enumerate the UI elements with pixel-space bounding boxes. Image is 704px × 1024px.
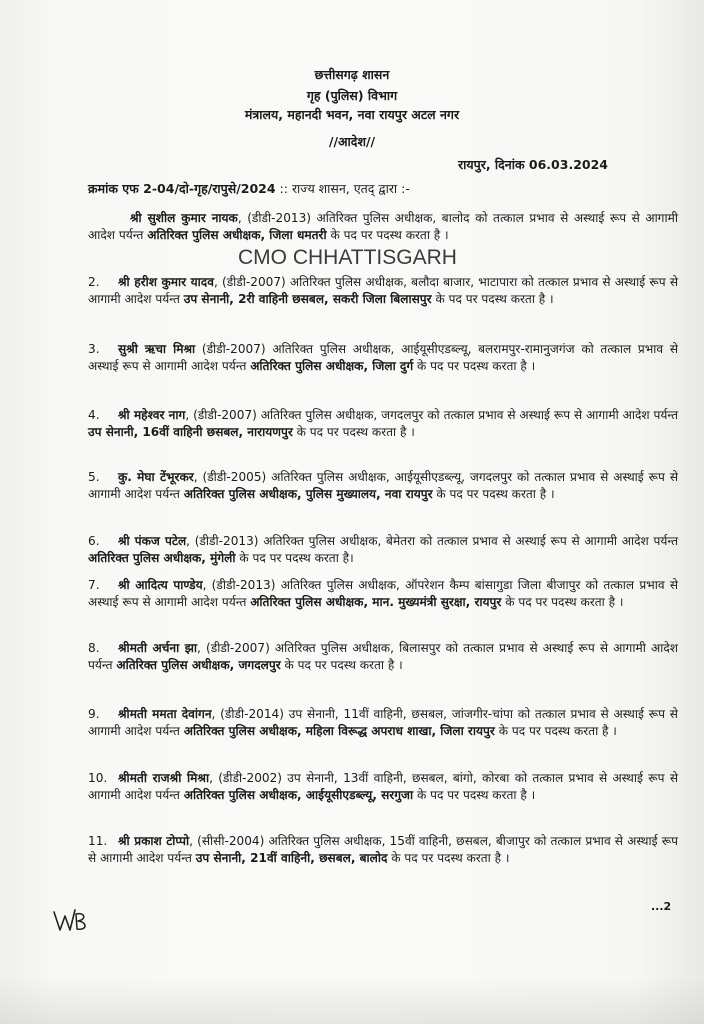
- order-paragraph: [88, 640, 678, 675]
- paragraph-number: 8.: [88, 641, 100, 655]
- new-posting: अतिरिक्त पुलिस अधीक्षक, महिला विरूद्ध अपराध शाखा, जिला रायपुर: [183, 724, 495, 739]
- watermark: CMO CHHATTISGARH: [238, 246, 457, 269]
- officer-name: श्री पंकज पटेल: [118, 534, 187, 548]
- order-closing: के पद पर पदस्थ करता है ।: [292, 425, 415, 440]
- officer-name: श्रीमती अर्चना झा: [118, 641, 198, 655]
- order-details: , (डीडी-2007) अतिरिक्त पुलिस अधीक्षक, जगदलपुर को तत्काल प्रभाव से अस्थाई रूप से आगामी आदेश पर्यन्त: [185, 408, 679, 422]
- new-posting: अतिरिक्त पुलिस अधीक्षक, जिला दुर्ग: [250, 359, 414, 374]
- officer-name: श्रीमती राजश्री मिश्रा: [118, 771, 210, 785]
- order-paragraph: [88, 577, 678, 612]
- paragraph-number: 4.: [88, 408, 100, 422]
- order-paragraph: [88, 706, 678, 741]
- order-paragraph: [88, 533, 678, 568]
- order-paragraph: [88, 770, 678, 805]
- order-date: रायपुर, दिनांक 06.03.2024: [458, 157, 608, 172]
- order-details: , (डीडी-2007) अतिरिक्त पुलिस अधीक्षक, बलौदा बाजार, भाटापारा को तत्काल प्रभाव से अस्थाई रूप से आगामी आदेश पर्यन्त: [88, 275, 678, 307]
- paragraph-number: 10.: [88, 771, 108, 785]
- paragraph-number: 11.: [88, 834, 108, 848]
- paragraph-number: 3.: [88, 342, 100, 356]
- reference-number: क्रमांक एफ 2-04/दो-गृह/रापुसे/2024: [88, 181, 276, 196]
- order-closing: के पद पर पदस्थ करता है ।: [432, 487, 555, 502]
- order-details: , (डीडी-2002) उप सेनानी, 13वीं वाहिनी, छसबल, बांगो, कोरबा को तत्काल प्रभाव से अस्थाई रूप से आगामी आदेश पर्यन्त: [88, 771, 678, 803]
- order-closing: के पद पर पदस्थ करता है ।: [413, 359, 536, 374]
- officer-name: श्री महेश्वर नाग: [118, 408, 186, 422]
- new-posting: अतिरिक्त पुलिस अधीक्षक, पुलिस मुख्यालय, नवा रायपुर: [183, 487, 433, 502]
- department-heading: गृह (पुलिस) विभाग: [306, 88, 398, 103]
- officer-name: श्री हरीश कुमार यादव: [118, 275, 214, 289]
- officer-name: सुश्री ऋचा मिश्रा: [118, 342, 196, 356]
- order-closing: के पद पर पदस्थ करता है ।: [501, 595, 624, 610]
- order-details: , (डीडी-2005) अतिरिक्त पुलिस अधीक्षक, आईयूसीएडब्ल्यू, जगदलपुर को तत्काल प्रभाव से अस्थाई रूप से आगामी आदेश पर्यन्त: [88, 470, 679, 502]
- officer-name: श्रीमती ममता देवांगन: [118, 707, 212, 721]
- order-details: , (डीडी-2013) अतिरिक्त पुलिस अधीक्षक, ऑपरेशन कैम्प बांसागुडा जिला बीजापुर को तत्काल प्रभाव से अस्थाई रूप से आगामी आदेश पर्यन्त: [88, 578, 678, 610]
- new-posting: अतिरिक्त पुलिस अधीक्षक, जिला धमतरी: [147, 228, 327, 243]
- page-shadow: [0, 976, 704, 1024]
- ministry-address: मंत्रालय, महानदी भवन, नवा रायपुर अटल नगर: [244, 107, 460, 122]
- order-closing: के पद पर पदस्थ करता है।: [235, 551, 354, 566]
- handwritten-signature: [52, 906, 90, 934]
- officer-name: श्री प्रकाश टोप्पो: [118, 834, 190, 848]
- order-paragraph: [88, 341, 678, 376]
- order-paragraph: [88, 210, 678, 245]
- officer-name: कु. मेघा टेंभूरकर: [118, 470, 194, 484]
- order-closing: के पद पर पदस्थ करता है ।: [431, 292, 554, 307]
- reference-text: :: राज्य शासन, एतद् द्वारा :-: [275, 181, 410, 196]
- order-details: , (डीडी-2013) अतिरिक्त पुलिस अधीक्षक, बालोद को तत्काल प्रभाव से अस्थाई रूप से आगामी आदेश पर्यन्त: [88, 211, 678, 243]
- new-posting: अतिरिक्त पुलिस अधीक्षक, मुंगेली: [88, 551, 236, 566]
- new-posting: उप सेनानी, 21वीं वाहिनी, छसबल, बालोद: [195, 851, 388, 866]
- order-details: , (डीडी-2007) अतिरिक्त पुलिस अधीक्षक, बिलासपुर को तत्काल प्रभाव से अस्थाई रूप से आगामी आदेश पर्यन्त: [88, 641, 678, 673]
- new-posting: अतिरिक्त पुलिस अधीक्षक, जगदलपुर: [116, 658, 281, 673]
- order-details: , (सीसी-2004) अतिरिक्त पुलिस अधीक्षक, 15वीं वाहिनी, छसबल, बीजापुर को तत्काल प्रभाव से अस्थाई रूप से आगामी आदेश पर्यन्त: [88, 834, 678, 866]
- order-paragraph: [88, 274, 678, 309]
- order-paragraph: [88, 407, 678, 442]
- paragraph-number: 7.: [88, 578, 100, 592]
- page-continuation: ...2: [651, 900, 672, 913]
- new-posting: उप सेनानी, 16वीं वाहिनी छसबल, नारायणपुर: [88, 425, 293, 440]
- order-closing: के पद पर पदस्थ करता है ।: [387, 851, 510, 866]
- paragraph-number: 9.: [88, 707, 100, 721]
- officer-name: श्री सुशील कुमार नायक: [130, 211, 238, 225]
- paragraph-number: 2.: [88, 275, 100, 289]
- officer-name: श्री आदित्य पाण्डेय: [118, 578, 203, 592]
- order-paragraph: [88, 833, 678, 868]
- order-closing: के पद पर पदस्थ करता है ।: [326, 228, 449, 243]
- government-heading: छत्तीसगढ़ शासन: [314, 67, 390, 82]
- paragraph-number: 6.: [88, 534, 100, 548]
- order-details: (डीडी-2007) अतिरिक्त पुलिस अधीक्षक, आईयूसीएडब्ल्यू, बलरामपुर-रामानुजगंज को तत्काल प्रभाव से अस्थाई रूप से आगामी आदेश पर्यन्त: [88, 342, 678, 374]
- order-closing: के पद पर पदस्थ करता है ।: [413, 788, 536, 803]
- new-posting: अतिरिक्त पुलिस अधीक्षक, मान. मुख्यमंत्री सुरक्षा, रायपुर: [250, 595, 502, 610]
- order-title: //आदेश//: [328, 134, 376, 149]
- order-closing: के पद पर पदस्थ करता है ।: [494, 724, 617, 739]
- new-posting: अतिरिक्त पुलिस अधीक्षक, आईयूसीएडब्ल्यू, सरगुजा: [183, 788, 414, 803]
- paragraph-number: 5.: [88, 470, 100, 484]
- order-reference: [88, 180, 410, 197]
- new-posting: उप सेनानी, 2री वाहिनी छसबल, सकरी जिला बिलासपुर: [183, 292, 432, 307]
- order-details: , (डीडी-2013) अतिरिक्त पुलिस अधीक्षक, बेमेतरा को तत्काल प्रभाव से अस्थाई रूप से आगामी आदेश पर्यन्त: [186, 534, 678, 548]
- order-details: , (डीडी-2014) उप सेनानी, 11वीं वाहिनी, छसबल, जांजगीर-चांपा को तत्काल प्रभाव से अस्थाई रूप से आगामी आदेश पर्यन्त: [88, 707, 678, 739]
- order-paragraph: [88, 469, 678, 504]
- order-closing: के पद पर पदस्थ करता है ।: [280, 658, 403, 673]
